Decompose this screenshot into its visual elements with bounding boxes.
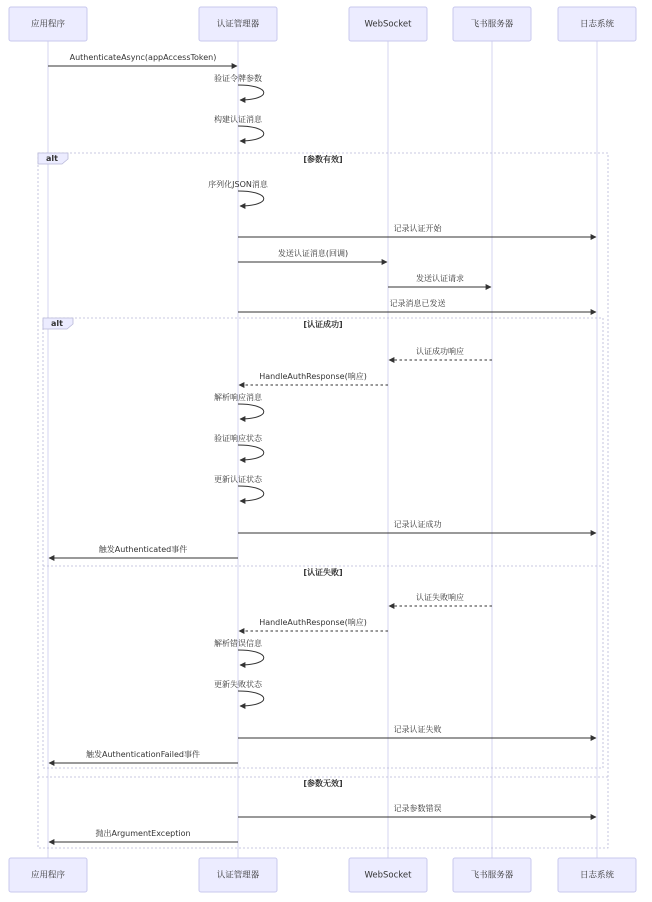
alt-condition: [参数无效] bbox=[303, 779, 343, 788]
message-label: 记录消息已发送 bbox=[389, 299, 446, 308]
message-6 bbox=[238, 248, 387, 262]
message-19 bbox=[214, 679, 264, 706]
message-label: HandleAuthResponse(响应) bbox=[259, 618, 367, 627]
message-label: 更新失败状态 bbox=[214, 680, 262, 689]
message-label: AuthenticateAsync(appAccessToken) bbox=[69, 53, 217, 62]
message-7 bbox=[388, 273, 491, 287]
message-label: 触发Authenticated事件 bbox=[98, 545, 188, 554]
alt-condition: [认证失败] bbox=[303, 568, 343, 577]
message-label: 记录认证开始 bbox=[393, 224, 442, 233]
message-8 bbox=[238, 298, 596, 312]
alt-condition: [参数有效] bbox=[303, 155, 343, 164]
message-label: 构建认证消息 bbox=[214, 115, 262, 124]
message-label: 记录认证失败 bbox=[393, 725, 442, 734]
message-arrow bbox=[238, 486, 264, 501]
participant-feishu-top bbox=[453, 7, 531, 41]
message-16 bbox=[389, 592, 492, 606]
message-label: 验证响应状态 bbox=[214, 434, 262, 443]
message-9 bbox=[389, 346, 492, 360]
alt-tag-label: alt bbox=[46, 154, 58, 163]
message-label: 解析响应消息 bbox=[214, 393, 262, 402]
message-arrow bbox=[238, 445, 264, 460]
participant-label: 日志系统 bbox=[579, 19, 615, 30]
participant-feishu-bottom bbox=[453, 858, 531, 892]
message-23 bbox=[49, 828, 238, 842]
participant-label: WebSocket bbox=[364, 19, 412, 30]
participant-log-top bbox=[558, 7, 636, 41]
message-arrow bbox=[238, 126, 264, 141]
message-label: 验证令牌参数 bbox=[214, 74, 262, 83]
message-label: 发送认证请求 bbox=[416, 274, 464, 283]
message-arrow bbox=[238, 191, 264, 206]
message-label: 记录认证成功 bbox=[393, 520, 442, 529]
message-label: 更新认证状态 bbox=[214, 475, 262, 484]
message-arrow bbox=[238, 404, 264, 419]
message-label: 记录参数错误 bbox=[393, 804, 442, 813]
participant-ws-bottom bbox=[349, 858, 427, 892]
message-18 bbox=[214, 638, 264, 665]
message-13 bbox=[214, 474, 264, 501]
participant-label: WebSocket bbox=[364, 870, 412, 881]
message-label: 抛出ArgumentException bbox=[95, 829, 191, 838]
message-21 bbox=[49, 749, 238, 763]
message-20 bbox=[238, 724, 596, 738]
message-label: 序列化JSON消息 bbox=[208, 180, 268, 189]
participant-label: 飞书服务器 bbox=[470, 19, 514, 30]
message-label: HandleAuthResponse(响应) bbox=[259, 372, 367, 381]
participant-label: 飞书服务器 bbox=[470, 870, 514, 881]
message-11 bbox=[214, 392, 264, 419]
message-label: 解析错误信息 bbox=[214, 639, 262, 648]
participant-label: 认证管理器 bbox=[216, 19, 260, 30]
alt-tag-label: alt bbox=[51, 319, 63, 328]
message-14 bbox=[238, 519, 596, 533]
message-arrow bbox=[238, 650, 264, 665]
participant-app-bottom bbox=[9, 858, 87, 892]
participant-auth-top bbox=[199, 7, 277, 41]
participant-auth-bottom bbox=[199, 858, 277, 892]
participant-label: 应用程序 bbox=[30, 870, 66, 881]
message-arrow bbox=[238, 691, 264, 706]
participant-ws-top bbox=[349, 7, 427, 41]
message-label: 认证成功响应 bbox=[416, 347, 464, 356]
message-arrow bbox=[238, 85, 264, 100]
alt-condition: [认证成功] bbox=[303, 320, 343, 329]
message-15 bbox=[49, 544, 238, 558]
participant-label: 应用程序 bbox=[30, 19, 66, 30]
message-17 bbox=[239, 617, 388, 631]
message-12 bbox=[214, 433, 264, 460]
message-2 bbox=[214, 73, 264, 100]
message-22 bbox=[238, 803, 596, 817]
participant-app-top bbox=[9, 7, 87, 41]
message-label: 触发AuthenticationFailed事件 bbox=[86, 750, 200, 759]
message-5 bbox=[238, 223, 596, 237]
participant-log-bottom bbox=[558, 858, 636, 892]
participant-label: 日志系统 bbox=[579, 870, 615, 881]
message-1 bbox=[48, 53, 237, 66]
message-10 bbox=[239, 371, 388, 385]
message-3 bbox=[214, 114, 264, 141]
message-label: 发送认证消息(回调) bbox=[277, 249, 349, 258]
message-label: 认证失败响应 bbox=[416, 593, 464, 602]
participant-label: 认证管理器 bbox=[216, 870, 260, 881]
